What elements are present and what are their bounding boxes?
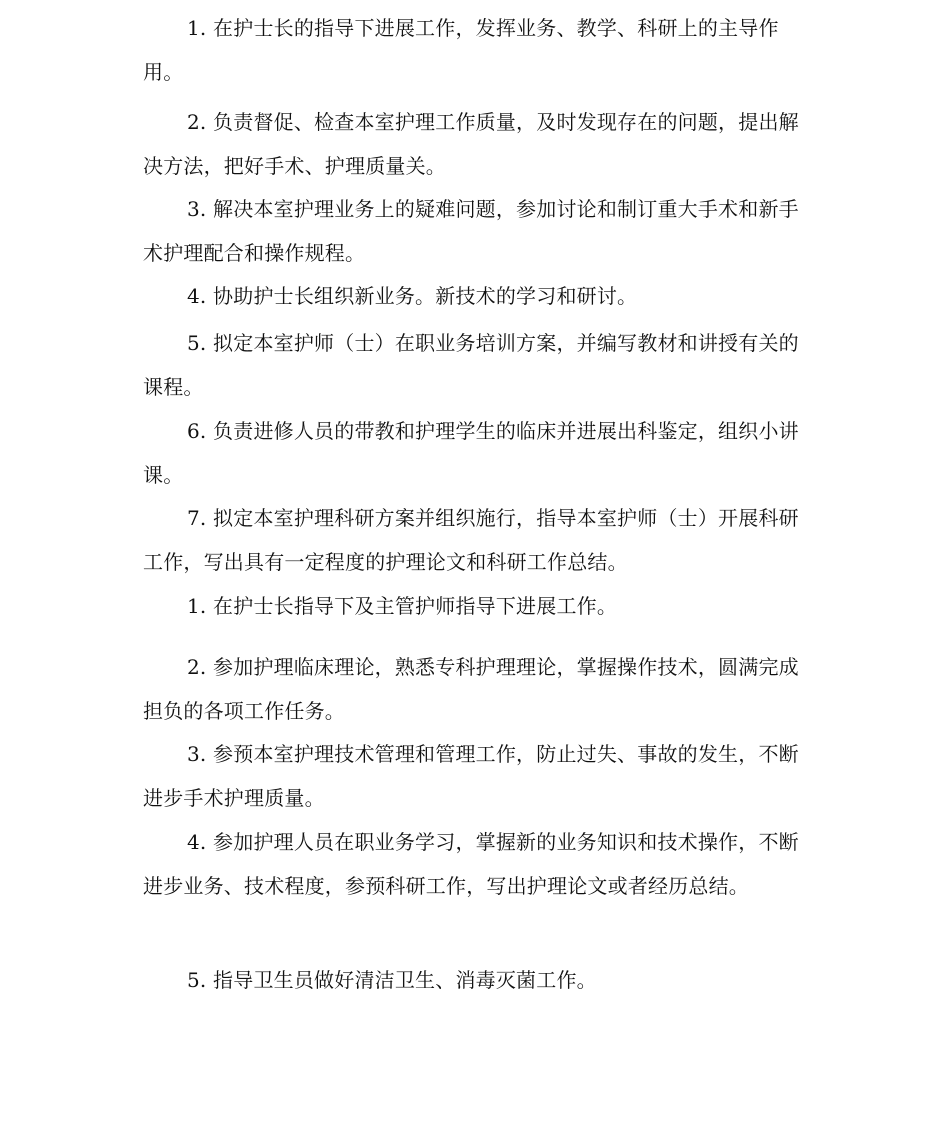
paragraph-2: 2. 负责督促、检查本室护理工作质量，及时发现存在的问题，提出解决方法，把好手术、护理质量关。 [143,110,799,178]
paragraph-6: 6. 负责进修人员的带教和护理学生的临床并进展出科鉴定，组织小讲课。 [143,419,799,487]
paragraph-11: 4. 参加护理人员在职业务学习，掌握新的业务知识和技术操作，不断进步业务、技术程度，参预科研工作，写出护理论文或者经历总结。 [143,830,799,898]
paragraph-7: 7. 拟定本室护理科研方案并组织施行，指导本室护师（士）开展科研工作，写出具有一定程度的护理论文和科研工作总结。 [143,506,799,574]
paragraph-4: 4. 协助护士长组织新业务。新技术的学习和研讨。 [187,284,638,308]
paragraph-8: 1. 在护士长指导下及主管护师指导下进展工作。 [187,594,618,618]
paragraph-1: 1. 在护士长的指导下进展工作，发挥业务、教学、科研上的主导作用。 [143,16,779,84]
paragraph-5: 5. 拟定本室护师（士）在职业务培训方案，并编写教材和讲授有关的课程。 [143,331,799,399]
paragraph-3: 3. 解决本室护理业务上的疑难问题，参加讨论和制订重大手术和新手术护理配合和操作规程。 [143,197,799,265]
paragraph-10: 3. 参预本室护理技术管理和管理工作，防止过失、事故的发生，不断进步手术护理质量。 [143,742,799,810]
paragraph-12: 5. 指导卫生员做好清洁卫生、消毒灭菌工作。 [187,968,597,992]
paragraph-9: 2. 参加护理临床理论，熟悉专科护理理论，掌握操作技术，圆满完成担负的各项工作任务。 [143,655,799,723]
